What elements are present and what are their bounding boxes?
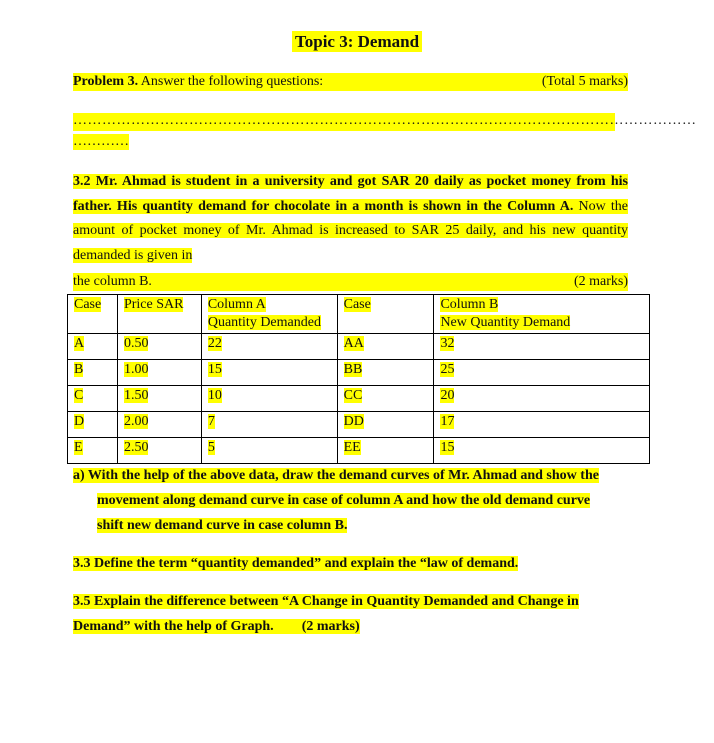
question-3-2-text: Now the amount of pocket money of Mr. Ahmad is increased to SAR 25 daily, and his new quantity demanded is given in xyxy=(73,198,629,263)
question-3-3: 3.3 Define the term “quantity demanded” and explain the “law of demand. xyxy=(73,556,519,571)
page-title: Topic 3: Demand xyxy=(0,32,714,52)
question-3-5-marks: (2 marks) xyxy=(274,619,360,634)
header-column-b: Column B xyxy=(440,297,499,312)
cell-quantity-b: 25 xyxy=(440,362,455,377)
cell-quantity-b: 15 xyxy=(440,440,455,455)
cell-price: 2.00 xyxy=(123,414,149,429)
problem-label: Problem 3. xyxy=(73,74,139,89)
demand-table xyxy=(67,294,650,464)
header-column-b-sub: New Quantity Demand xyxy=(440,315,571,330)
cell-case: A xyxy=(74,336,85,351)
cell-case-2: AA xyxy=(343,336,364,351)
cell-price: 1.50 xyxy=(123,388,149,403)
cell-quantity-a: 7 xyxy=(207,414,215,429)
cell-quantity-b: 17 xyxy=(440,414,455,429)
header-case: Case xyxy=(74,297,102,312)
question-3-5-line-1: 3.5 Explain the difference between “A Change in Quantity Demanded and Change in xyxy=(73,594,579,609)
problem-total-marks: (Total 5 marks) xyxy=(541,74,628,89)
cell-case-2: CC xyxy=(343,388,363,403)
question-a-line-3: shift new demand curve in case column B. xyxy=(97,518,348,533)
cell-case-2: DD xyxy=(343,414,364,429)
table-row xyxy=(68,334,650,360)
header-case-2: Case xyxy=(343,297,371,312)
header-price: Price SAR xyxy=(123,297,184,312)
cell-quantity-a: 15 xyxy=(207,362,222,377)
cell-price: 0.50 xyxy=(123,336,149,351)
question-a-line-2: movement along demand curve in case of column A and how the old demand curve xyxy=(97,493,591,508)
question-3-5-line-2: Demand” with the help of Graph. (2 marks) xyxy=(73,619,360,634)
table-row xyxy=(68,438,650,464)
question-3-2-column-b-text: the column B. xyxy=(73,274,152,289)
question-a-line-1: a) With the help of the above data, draw the demand curves of Mr. Ahmad and show the xyxy=(73,468,599,483)
table-header-row xyxy=(68,295,650,334)
cell-price: 1.00 xyxy=(123,362,149,377)
answer-dots-line-1: ………………………………………………………………………………………………………………… xyxy=(73,113,615,131)
cell-case-2: BB xyxy=(343,362,363,377)
header-column-a: Column A xyxy=(207,297,266,312)
cell-quantity-a: 22 xyxy=(207,336,222,351)
question-3-2 xyxy=(73,170,628,268)
header-column-a-sub: Quantity Demanded xyxy=(207,315,321,330)
cell-quantity-a: 10 xyxy=(207,388,222,403)
question-3-2-last-line xyxy=(73,273,628,291)
problem-header xyxy=(73,73,628,91)
cell-price: 2.50 xyxy=(123,440,149,455)
problem-text: Answer the following questions: xyxy=(138,74,324,89)
cell-case: D xyxy=(74,414,85,429)
question-3-2-marks: (2 marks) xyxy=(573,274,628,289)
table-row xyxy=(68,412,650,438)
cell-quantity-b: 20 xyxy=(440,388,455,403)
question-3-2-bold: 3.2 Mr. Ahmad is student in a university and got SAR 20 daily as pocket money from his father. His quantity demand for chocolate in a month is shown in the Column A. xyxy=(73,174,628,214)
cell-case-2: EE xyxy=(343,440,361,455)
answer-dots-line-2: ………… xyxy=(73,134,129,149)
cell-case: E xyxy=(74,440,83,455)
table-row xyxy=(68,360,650,386)
cell-quantity-a: 5 xyxy=(207,440,215,455)
cell-quantity-b: 32 xyxy=(440,336,455,351)
cell-case: C xyxy=(74,388,84,403)
cell-case: B xyxy=(74,362,84,377)
table-row xyxy=(68,386,650,412)
